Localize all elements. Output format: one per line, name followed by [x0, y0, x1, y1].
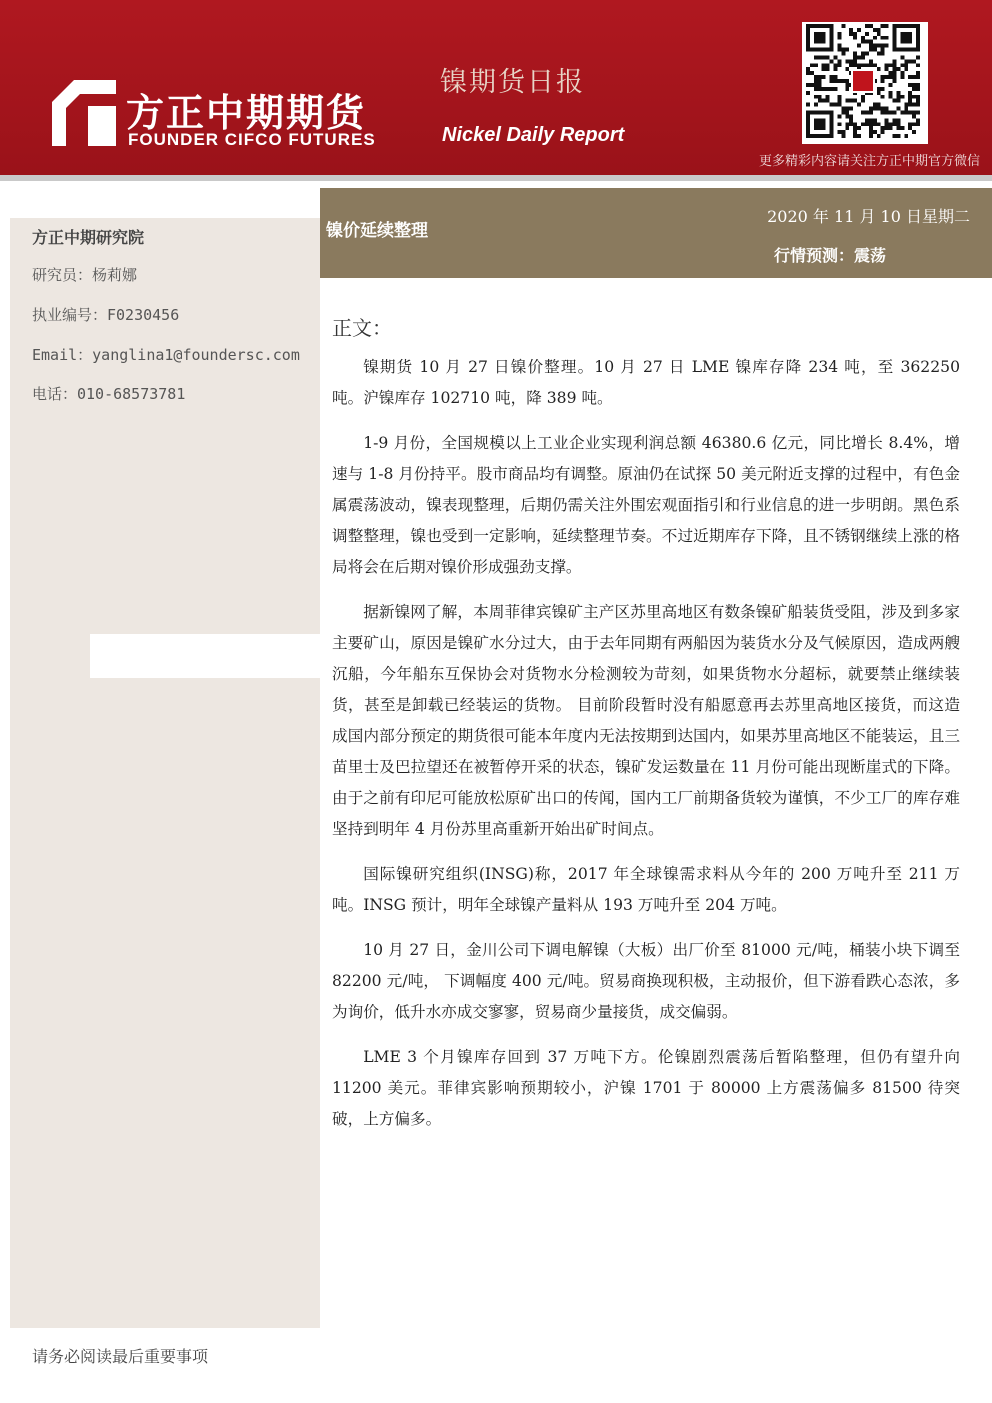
researcher-name: 研究员：杨莉娜 [32, 266, 138, 284]
paragraph-2: 1-9 月份，全国规模以上工业企业实现利润总额 46380.6 亿元，同比增长 8.4%，增速与 1-8 月份持平。股市商品均有调整。原油仍在试探 50 美元附近支撑的过程中，有色金属震荡波动，镍表现整理，后期仍需关注外围宏观面指引和行业信息的进一步明朗。黑色系调整整理，镍也受到一定影响，延续整理节奏。不过近期库存下降，且不锈钢继续上涨的格局将会在后期对镍价形成强劲支撑。 [332, 434, 960, 576]
researcher-phone: 电话：010-68573781 [32, 385, 186, 403]
report-title-cn: 镍期货日报 [440, 67, 585, 98]
paragraph-3: 据新镍网了解，本周菲律宾镍矿主产区苏里高地区有数条镍矿船装货受阻，涉及到多家主要矿山，原因是镍矿水分过大，由于去年同期有两船因为装货水分及气候原因，造成两艘沉船，今年船东互保协会对货物水分检测较为苛刻，如果货物水分超标，就要禁止继续装货，甚至是卸载已经装运的货物。 目前阶段暂时没有船愿意再去苏里高地区接货，而这造成国内部分预定的期货很可能本年度内无法按期到达国内，如果苏里高地区不能装运，且三苗里士及巴拉望还在被暂停开采的状态，镍矿发运数量在 11 月份可能出现断崖式的下降。由于之前有印尼可能放松原矿出口的传闻，国内工厂前期备货较为谨慎，不少工厂的库存难坚持到明年 4 月份苏里高重新开始出矿时间点。 [332, 603, 960, 838]
logo-mark-icon [52, 80, 116, 146]
topic-title: 镍价延续整理 [326, 221, 428, 241]
institute-name: 方正中期研究院 [32, 228, 145, 247]
report-title-en: Nickel Daily Report [442, 124, 625, 146]
researcher-email: Email：yanglina1@foundersc.com [32, 346, 300, 364]
qr-code-icon [804, 24, 922, 138]
banner-divider [0, 175, 992, 181]
logo-text-en: FOUNDER CIFCO FUTURES [128, 130, 376, 149]
paragraph-5: 10 月 27 日，金川公司下调电解镍（大板）出厂价至 81000 元/吨，桶装小块下调至 82200 元/吨， 下调幅度 400 元/吨。贸易商换现积极，主动报价，但下游看跌心态浓，多为询价，低升水亦成交寥寥，贸易商少量接货，成交偏弱。 [332, 941, 960, 1021]
body-heading: 正文： [332, 316, 392, 340]
paragraph-1: 镍期货 10 月 27 日镍价整理。10 月 27 日 LME 镍库存降 234 吨，至 362250 吨。沪镍库存 102710 吨，降 389 吨。 [332, 358, 960, 407]
license-number: 执业编号：F0230456 [32, 306, 180, 324]
logo-text-cn: 方正中期期货 [126, 91, 367, 135]
company-logo [52, 80, 392, 155]
paragraph-6: LME 3 个月镍库存回到 37 万吨下方。伦镍剧烈震荡后暂陷整理，但仍有望升向 11200 美元。菲律宾影响预期较小，沪镍 1701 于 80000 上方震荡偏多 81500 待突破，上方偏多。 [332, 1048, 960, 1128]
market-forecast: 行情预测：震荡 [774, 246, 887, 265]
qr-code [802, 22, 928, 144]
body-text [332, 352, 960, 1149]
footer-notice: 请务必阅读最后重要事项 [32, 1347, 209, 1366]
report-date: 2020 年 11 月 10 日星期二 [767, 207, 970, 226]
sidebar-notch [90, 634, 320, 678]
qr-caption: 更多精彩内容请关注方正中期官方微信 [758, 154, 980, 169]
paragraph-4: 国际镍研究组织(INSG)称，2017 年全球镍需求料从今年的 200 万吨升至 211 万吨。INSG 预计，明年全球镍产量料从 193 万吨升至 204 万吨。 [332, 865, 960, 914]
